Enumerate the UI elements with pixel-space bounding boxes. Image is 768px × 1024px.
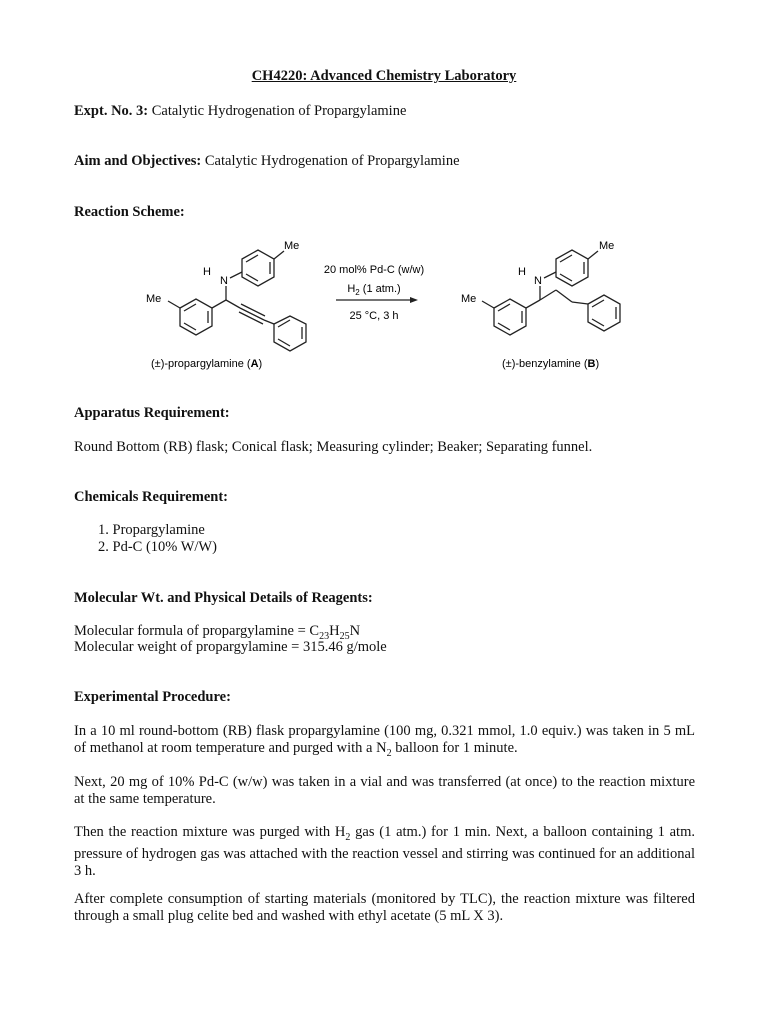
- reactant-me-left: Me: [146, 293, 162, 305]
- conditions-line-1: 20 mol% Pd-C (w/w): [323, 264, 425, 276]
- reactant-n-label: N: [220, 275, 228, 287]
- procedure-heading: Experimental Procedure:: [74, 689, 231, 705]
- product-structure: [482, 250, 620, 335]
- chemical-item: 2. Pd-C (10% W/W): [98, 539, 217, 555]
- reactant-structure: [168, 250, 306, 351]
- conditions-line-3: 25 °C, 3 h: [349, 310, 399, 322]
- page-title: CH4220: Advanced Chemistry Laboratory: [251, 68, 517, 84]
- apparatus-heading: Apparatus Requirement:: [74, 405, 230, 421]
- product-me-top: Me: [599, 240, 615, 252]
- procedure-paragraph-3: Then the reaction mixture was purged with $H_2$ gas (1 atm.) for 1 min. Next, a balloon containing 1 atm. pressure of hydrogen gas was attached with the reaction vessel and stirring was continued for an additional 3 h.: [74, 824, 695, 879]
- reaction-scheme: [130, 232, 630, 372]
- product-me-left: Me: [461, 293, 477, 305]
- reactant-me-top: Me: [284, 240, 300, 252]
- chemical-item: 1. Propargylamine: [98, 522, 205, 538]
- molecular-formula: Molecular formula of propargylamine = $C_{23}H_{25}N$: [74, 623, 361, 642]
- expt-value: Catalytic Hydrogenation of Propargylamine: [151, 103, 407, 119]
- reactant-h-label: H: [203, 266, 211, 278]
- procedure-paragraph-2: Next, 20 mg of 10% Pd-C (w/w) was taken in a vial and was transferred (at once) to the reaction mixture at the same temperature.: [74, 774, 695, 807]
- chemicals-heading: Chemicals Requirement:: [74, 489, 228, 505]
- aim-label: Aim and Objectives:: [74, 153, 202, 169]
- reactant-caption: (±)-propargylamine (A): [151, 358, 263, 370]
- product-caption: (±)-benzylamine (B): [502, 358, 600, 370]
- conditions-line-2: $H_2$ (1 atm.): [347, 283, 401, 297]
- apparatus-text: Round Bottom (RB) flask; Conical flask; Measuring cylinder; Beaker; Separating funnel.: [74, 439, 593, 455]
- expt-line: [74, 103, 406, 120]
- procedure-paragraph-1: In a 10 ml round-bottom (RB) flask propargylamine (100 mg, 0.321 mmol, 1.0 equiv.) was taken in 5 mL of methanol at room temperature and purged with a $N_2$ balloon for 1 minute.: [74, 723, 695, 759]
- procedure-paragraph-4: After complete consumption of starting materials (monitored by TLC), the reaction mixture was filtered through a small plug celite bed and washed with ethyl acetate (5 mL X 3).: [74, 891, 695, 924]
- product-n-label: N: [534, 275, 542, 287]
- aim-value: Catalytic Hydrogenation of Propargylamine: [204, 153, 460, 169]
- chemicals-list: [98, 522, 217, 556]
- molecular-heading: Molecular Wt. and Physical Details of Reagents:: [74, 590, 373, 606]
- aim-line: [74, 153, 460, 170]
- reaction-arrowhead: [410, 297, 418, 303]
- molecular-weight: Molecular weight of propargylamine = 315.46 g/mole: [74, 639, 387, 655]
- expt-label: Expt. No. 3:: [74, 103, 149, 119]
- reaction-heading: Reaction Scheme:: [74, 204, 185, 220]
- product-h-label: H: [518, 266, 526, 278]
